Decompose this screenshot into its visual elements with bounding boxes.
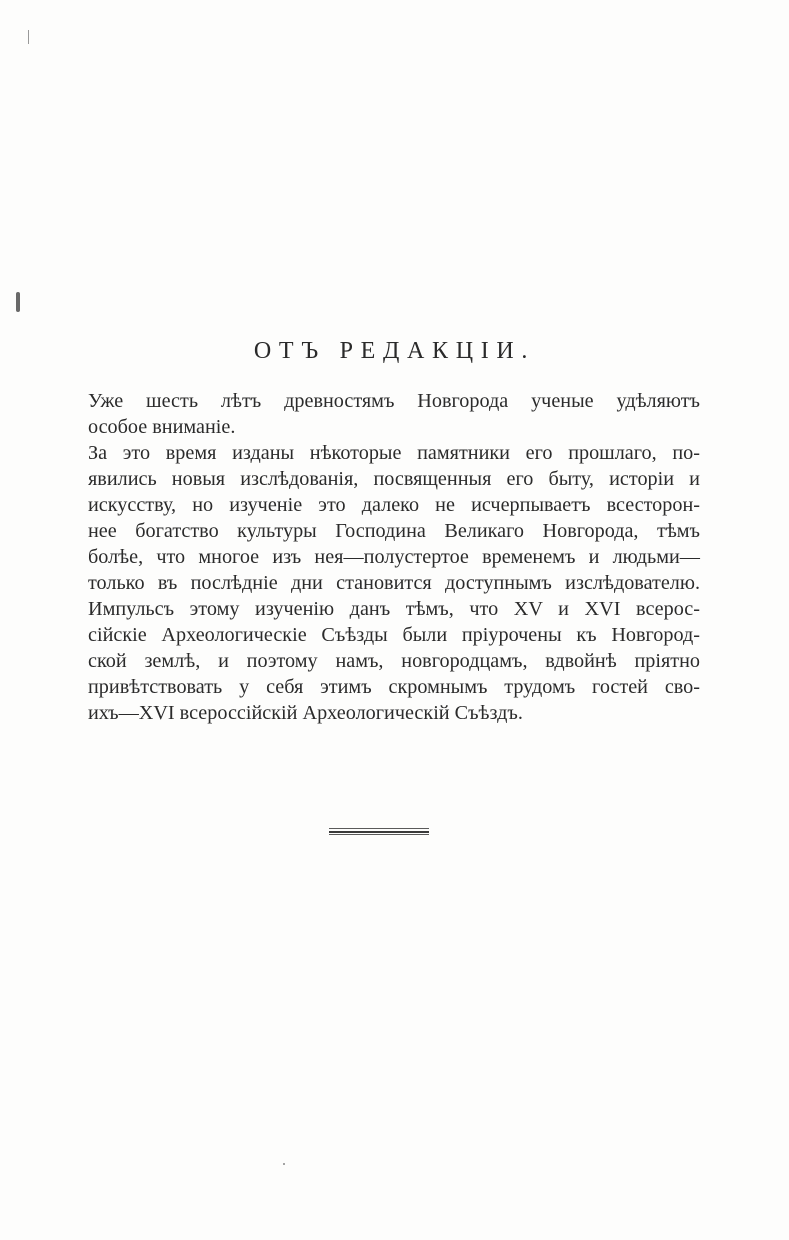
scan-artifact-mark bbox=[28, 30, 29, 44]
text-line: За это время изданы нѣкоторые памятники его прошлаго, по- bbox=[88, 442, 700, 464]
section-divider bbox=[329, 828, 429, 834]
text-line: нее богатство культуры Господина Великаго Новгорода, тѣмъ bbox=[88, 520, 700, 542]
divider-rule bbox=[329, 831, 429, 833]
text-line: только въ послѣдніе дни становится доступнымъ изслѣдователю. bbox=[88, 572, 700, 594]
text-line: искусству, но изученіе это далеко не исчерпываетъ всесторон- bbox=[88, 494, 700, 516]
scan-artifact-mark bbox=[16, 292, 20, 312]
text-line: болѣе, что многое изъ нея—полустертое временемъ и людьми— bbox=[88, 546, 700, 568]
divider-rule bbox=[329, 834, 429, 835]
text-line: явились новыя изслѣдованія, посвященныя его быту, исторіи и bbox=[88, 468, 700, 490]
text-line: привѣтствовать у себя этимъ скромнымъ трудомъ гостей сво- bbox=[88, 676, 700, 698]
divider-rule bbox=[329, 828, 429, 829]
text-line: ихъ—XVI всероссійскій Археологическій Съѣздъ. bbox=[88, 702, 523, 724]
scan-artifact-mark bbox=[283, 1163, 285, 1165]
text-line: сійскіе Археологическіе Съѣзды были пріурочены къ Новгород- bbox=[88, 624, 700, 646]
text-line: Импульсъ этому изученію данъ тѣмъ, что XV и XVI всерос- bbox=[88, 598, 700, 620]
text-line: ской землѣ, и поэтому намъ, новгородцамъ, вдвойнѣ пріятно bbox=[88, 650, 700, 672]
text-line: особое вниманіе. bbox=[88, 416, 236, 438]
text-line: Уже шесть лѣтъ древностямъ Новгорода ученые удѣляютъ bbox=[88, 390, 700, 412]
editorial-text bbox=[88, 388, 700, 726]
page-heading: ОТЪ РЕДАКЦІИ. bbox=[253, 338, 536, 364]
